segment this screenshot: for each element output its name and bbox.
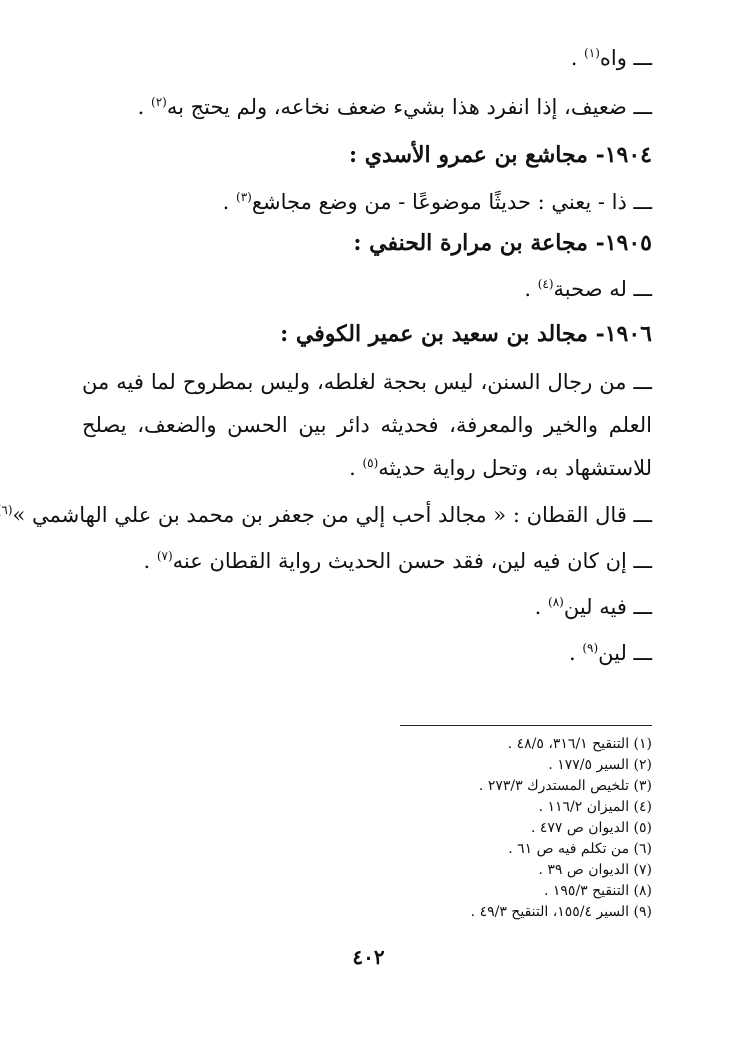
footnote-ref: (٨) bbox=[548, 595, 564, 609]
punct: . bbox=[534, 595, 548, 619]
body-line-7 bbox=[82, 592, 652, 622]
entry-text: ـــ قال القطان : « مجالد أحب إلي من جعفر بن محمد بن علي الهاشمي » bbox=[12, 503, 652, 527]
entry-heading-1906: ١٩٠٦- مجالد بن سعيد بن عمير الكوفي : bbox=[280, 321, 652, 347]
footnote-5: (٥) الديوان ص ٤٧٧ . bbox=[530, 820, 652, 836]
entry-text: ـــ إن كان فيه لين، فقد حسن الحديث رواية القطان عنه bbox=[172, 549, 652, 573]
punct: . bbox=[570, 46, 585, 70]
footnote-2: (٢) السير ١٧٧/٥ . bbox=[548, 757, 652, 773]
footnote-ref: (٩) bbox=[582, 641, 599, 655]
body-line-4 bbox=[82, 274, 652, 304]
footnote-4: (٤) الميزان ١١٦/٢ . bbox=[538, 799, 652, 815]
body-line-1 bbox=[82, 43, 652, 73]
entry-text: ـــ ضعيف، إذا انفرد هذا بشيء ضعف نخاعه، ولم يحتج به bbox=[166, 95, 652, 119]
footnote-ref: (١) bbox=[584, 46, 600, 60]
entry-text: ـــ ذا - يعني : حديثًا موضوعًا - من وضع مجاشع bbox=[251, 190, 652, 214]
footnote-ref: (٧) bbox=[156, 549, 173, 563]
entry-heading-1905: ١٩٠٥- مجاعة بن مرارة الحنفي : bbox=[353, 230, 652, 256]
punct: . bbox=[143, 549, 157, 573]
body-line-2 bbox=[82, 92, 652, 122]
punct: . bbox=[137, 95, 152, 119]
footnote-ref: (٦ bbox=[1, 503, 13, 517]
body-line-6 bbox=[82, 546, 652, 576]
paragraph-line-1: ـــ من رجال السنن، ليس بحجة لغلطه، وليس بمطروح لما فيه من bbox=[82, 370, 652, 394]
footnote-ref: (٣) bbox=[236, 190, 252, 204]
footnote-6: (٦) من تكلم فيه ص ٦١ . bbox=[508, 841, 652, 857]
entry-text: ـــ فيه لين bbox=[563, 595, 652, 619]
footnote-1: (١) التنقيح ٣١٦/١، ٤٨/٥ . bbox=[507, 736, 652, 752]
body-line-8 bbox=[82, 638, 652, 668]
entry-heading-1904: ١٩٠٤- مجاشع بن عمرو الأسدي : bbox=[349, 142, 652, 168]
entry-text: للاستشهاد به، وتحل رواية حديثه bbox=[378, 456, 652, 480]
footnote-9: (٩) السير ١٥٥/٤، التنقيح ٤٩/٣ . bbox=[470, 904, 652, 920]
page-number: ٤٠٢ bbox=[352, 945, 385, 969]
punct: . bbox=[524, 277, 538, 301]
footnote-ref: (٤) bbox=[537, 277, 554, 291]
footnote-8: (٨) التنقيح ١٩٥/٣ . bbox=[543, 883, 652, 899]
footnote-7: (٧) الديوان ص ٣٩ . bbox=[538, 862, 652, 878]
entry-text: ـــ واه bbox=[599, 46, 652, 70]
footnote-ref: (٢) bbox=[151, 95, 167, 109]
punct: . bbox=[568, 641, 583, 665]
body-line-3 bbox=[82, 187, 652, 217]
paragraph-line-3 bbox=[82, 453, 652, 483]
entry-text: ـــ لين bbox=[598, 641, 652, 665]
footnote-ref: (٥) bbox=[362, 456, 379, 470]
body-line-5 bbox=[1, 500, 652, 530]
footnote-3: (٣) تلخيص المستدرك ٢٧٣/٣ . bbox=[478, 778, 652, 794]
punct: . bbox=[222, 190, 237, 214]
paragraph-line-2: العلم والخير والمعرفة، فحديثه دائر بين الحسن والضعف، يصلح bbox=[82, 413, 652, 437]
punct: . bbox=[349, 456, 363, 480]
entry-text: ـــ له صحبة bbox=[553, 277, 652, 301]
footnote-separator bbox=[400, 725, 652, 726]
